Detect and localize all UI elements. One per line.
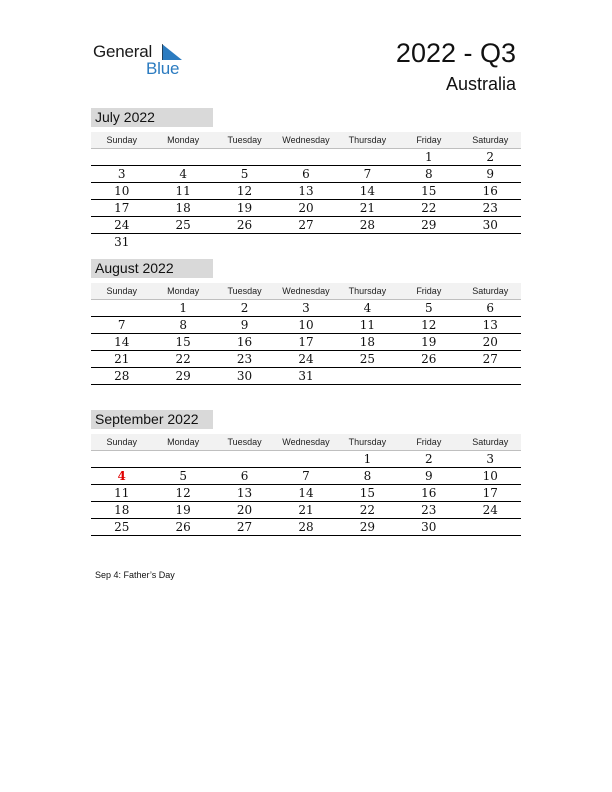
day-cell: 27 [482,352,498,366]
day-cell: 8 [179,318,187,332]
week-row [91,200,521,217]
day-cell: 29 [421,218,437,232]
day-cell: 4 [363,301,372,315]
day-cell: 13 [298,184,314,198]
weekday-header: Saturday [472,135,509,145]
day-cell: 20 [482,335,498,349]
day-cell [398,234,459,250]
day-cell [214,149,275,165]
week-row [91,334,521,351]
month-block [91,259,521,385]
day-cell: 28 [359,218,376,232]
weekday-header: Tuesday [227,437,262,447]
weekday-header: Wednesday [282,135,330,145]
day-cell [275,234,336,250]
day-cell [460,519,521,535]
weekday-header: Friday [416,286,442,296]
weekday-header: Wednesday [282,437,330,447]
day-cell: 12 [236,184,253,198]
day-cell: 28 [298,520,314,534]
weekday-header-row [91,132,521,149]
week-row [91,317,521,334]
day-cell: 22 [359,503,376,517]
day-cell: 26 [236,218,253,232]
day-cell [275,451,336,467]
day-cell: 26 [421,352,437,366]
weekday-header: Saturday [472,437,509,447]
day-cell: 11 [175,184,191,198]
weekday-header: Friday [416,437,442,447]
day-cell [152,234,213,250]
day-cell: 14 [359,184,376,198]
day-cell: 10 [482,469,498,483]
day-cell: 15 [359,486,376,500]
day-cell: 12 [421,318,437,332]
day-cell: 6 [240,469,249,483]
day-cell: 8 [425,167,433,181]
day-cell: 13 [482,318,498,332]
day-cell [337,149,398,165]
day-cell [152,149,213,165]
day-cell: 22 [421,201,437,215]
weekday-header-row [91,283,521,300]
day-cell: 3 [117,167,126,181]
day-cell: 25 [114,520,130,534]
day-cell: 8 [363,469,372,483]
weekday-header: Saturday [472,286,509,296]
logo-flag-icon [162,44,182,60]
day-cell: 3 [486,452,495,466]
day-cell [91,451,152,467]
week-row [91,351,521,368]
day-cell: 31 [298,369,314,383]
day-cell: 5 [425,301,433,315]
day-cell: 13 [236,486,253,500]
weekday-header: Friday [416,135,442,145]
day-cell: 5 [179,469,187,483]
week-row [91,468,521,485]
weekday-header: Monday [167,286,200,296]
month-title: August 2022 [91,259,213,278]
day-cell: 24 [114,218,130,232]
day-cell: 11 [114,486,130,500]
day-cell: 18 [114,503,130,517]
week-row [91,519,521,536]
logo-word-blue: Blue [146,59,180,78]
day-cell: 18 [359,335,376,349]
weekday-header: Thursday [348,135,387,145]
day-cell: 23 [421,503,437,517]
day-cell: 7 [117,318,126,332]
day-cell: 6 [302,167,310,181]
day-cell [214,234,275,250]
week-row [91,368,521,385]
week-row [91,166,521,183]
day-cell [91,300,152,316]
day-cell: 25 [175,218,191,232]
day-cell [214,451,275,467]
day-cell [152,451,213,467]
day-cell: 3 [302,301,310,315]
weekday-header: Tuesday [227,286,262,296]
day-cell [337,234,398,250]
day-cell: 2 [240,301,249,315]
day-cell: 6 [486,301,495,315]
day-cell: 30 [421,520,437,534]
weekday-header: Wednesday [282,286,330,296]
month-block [91,410,521,536]
day-cell: 2 [486,150,495,164]
day-cell: 21 [359,201,376,215]
day-cell: 27 [298,218,314,232]
weekday-header: Sunday [106,437,137,447]
day-cell [275,149,336,165]
day-cell: 22 [175,352,191,366]
day-cell [460,368,521,384]
logo-word-general: General [93,42,153,61]
month-block [91,108,521,250]
day-cell: 17 [114,201,130,215]
day-cell: 24 [298,352,314,366]
day-cell: 11 [359,318,376,332]
day-cell: 14 [298,486,314,500]
day-cell: 21 [114,352,130,366]
day-cell: 19 [421,335,437,349]
day-cell: 4 [179,167,187,181]
week-row [91,300,521,317]
weekday-header: Monday [167,437,200,447]
weekday-header: Sunday [106,135,137,145]
day-cell: 21 [298,503,314,517]
holiday-note: Sep 4: Father’s Day [95,570,175,580]
day-cell: 1 [425,150,433,164]
day-cell: 20 [236,503,253,517]
day-cell: 1 [363,452,372,466]
page-title: 2022 - Q3 [395,38,516,68]
day-cell: 10 [298,318,314,332]
day-cell: 17 [482,486,498,500]
day-cell: 23 [482,201,498,215]
day-cell: 20 [298,201,314,215]
month-title: September 2022 [91,410,213,429]
country-label: Australia [445,74,516,94]
week-row [91,502,521,519]
day-cell: 25 [359,352,376,366]
day-cell: 14 [114,335,130,349]
day-cell: 2 [425,452,433,466]
day-cell: 7 [363,167,372,181]
week-row [91,183,521,200]
day-cell: 7 [302,469,310,483]
day-cell: 9 [486,167,495,181]
weekday-header-row [91,434,521,451]
day-cell: 19 [175,503,191,517]
day-cell [337,368,398,384]
day-cell: 28 [114,369,130,383]
weekday-header: Thursday [348,437,387,447]
week-row [91,451,521,468]
day-cell: 10 [114,184,130,198]
day-cell: 17 [298,335,314,349]
day-cell: 5 [240,167,249,181]
weekday-header: Sunday [106,286,137,296]
week-row [91,485,521,502]
day-cell: 30 [236,369,253,383]
month-title: July 2022 [91,108,213,127]
weekday-header: Tuesday [227,135,262,145]
week-row [91,217,521,234]
day-cell: 31 [114,235,130,249]
day-cell: 16 [236,335,253,349]
day-cell: 15 [421,184,437,198]
day-cell [398,368,459,384]
day-cell: 1 [179,301,187,315]
day-cell: 27 [236,520,253,534]
day-cell-holiday: 4 [117,469,126,483]
day-cell: 18 [175,201,191,215]
day-cell: 16 [421,486,437,500]
day-cell: 9 [240,318,249,332]
day-cell: 9 [425,469,433,483]
week-row [91,149,521,166]
week-row [91,234,521,250]
day-cell [91,149,152,165]
day-cell: 29 [359,520,376,534]
day-cell: 29 [175,369,191,383]
day-cell: 19 [236,201,253,215]
day-cell: 23 [236,352,253,366]
day-cell: 15 [175,335,191,349]
day-cell: 24 [482,503,498,517]
day-cell: 30 [482,218,498,232]
day-cell: 26 [175,520,191,534]
weekday-header: Monday [167,135,200,145]
day-cell: 12 [175,486,191,500]
logo [93,40,193,80]
day-cell: 16 [482,184,498,198]
weekday-header: Thursday [348,286,387,296]
day-cell [460,234,521,250]
